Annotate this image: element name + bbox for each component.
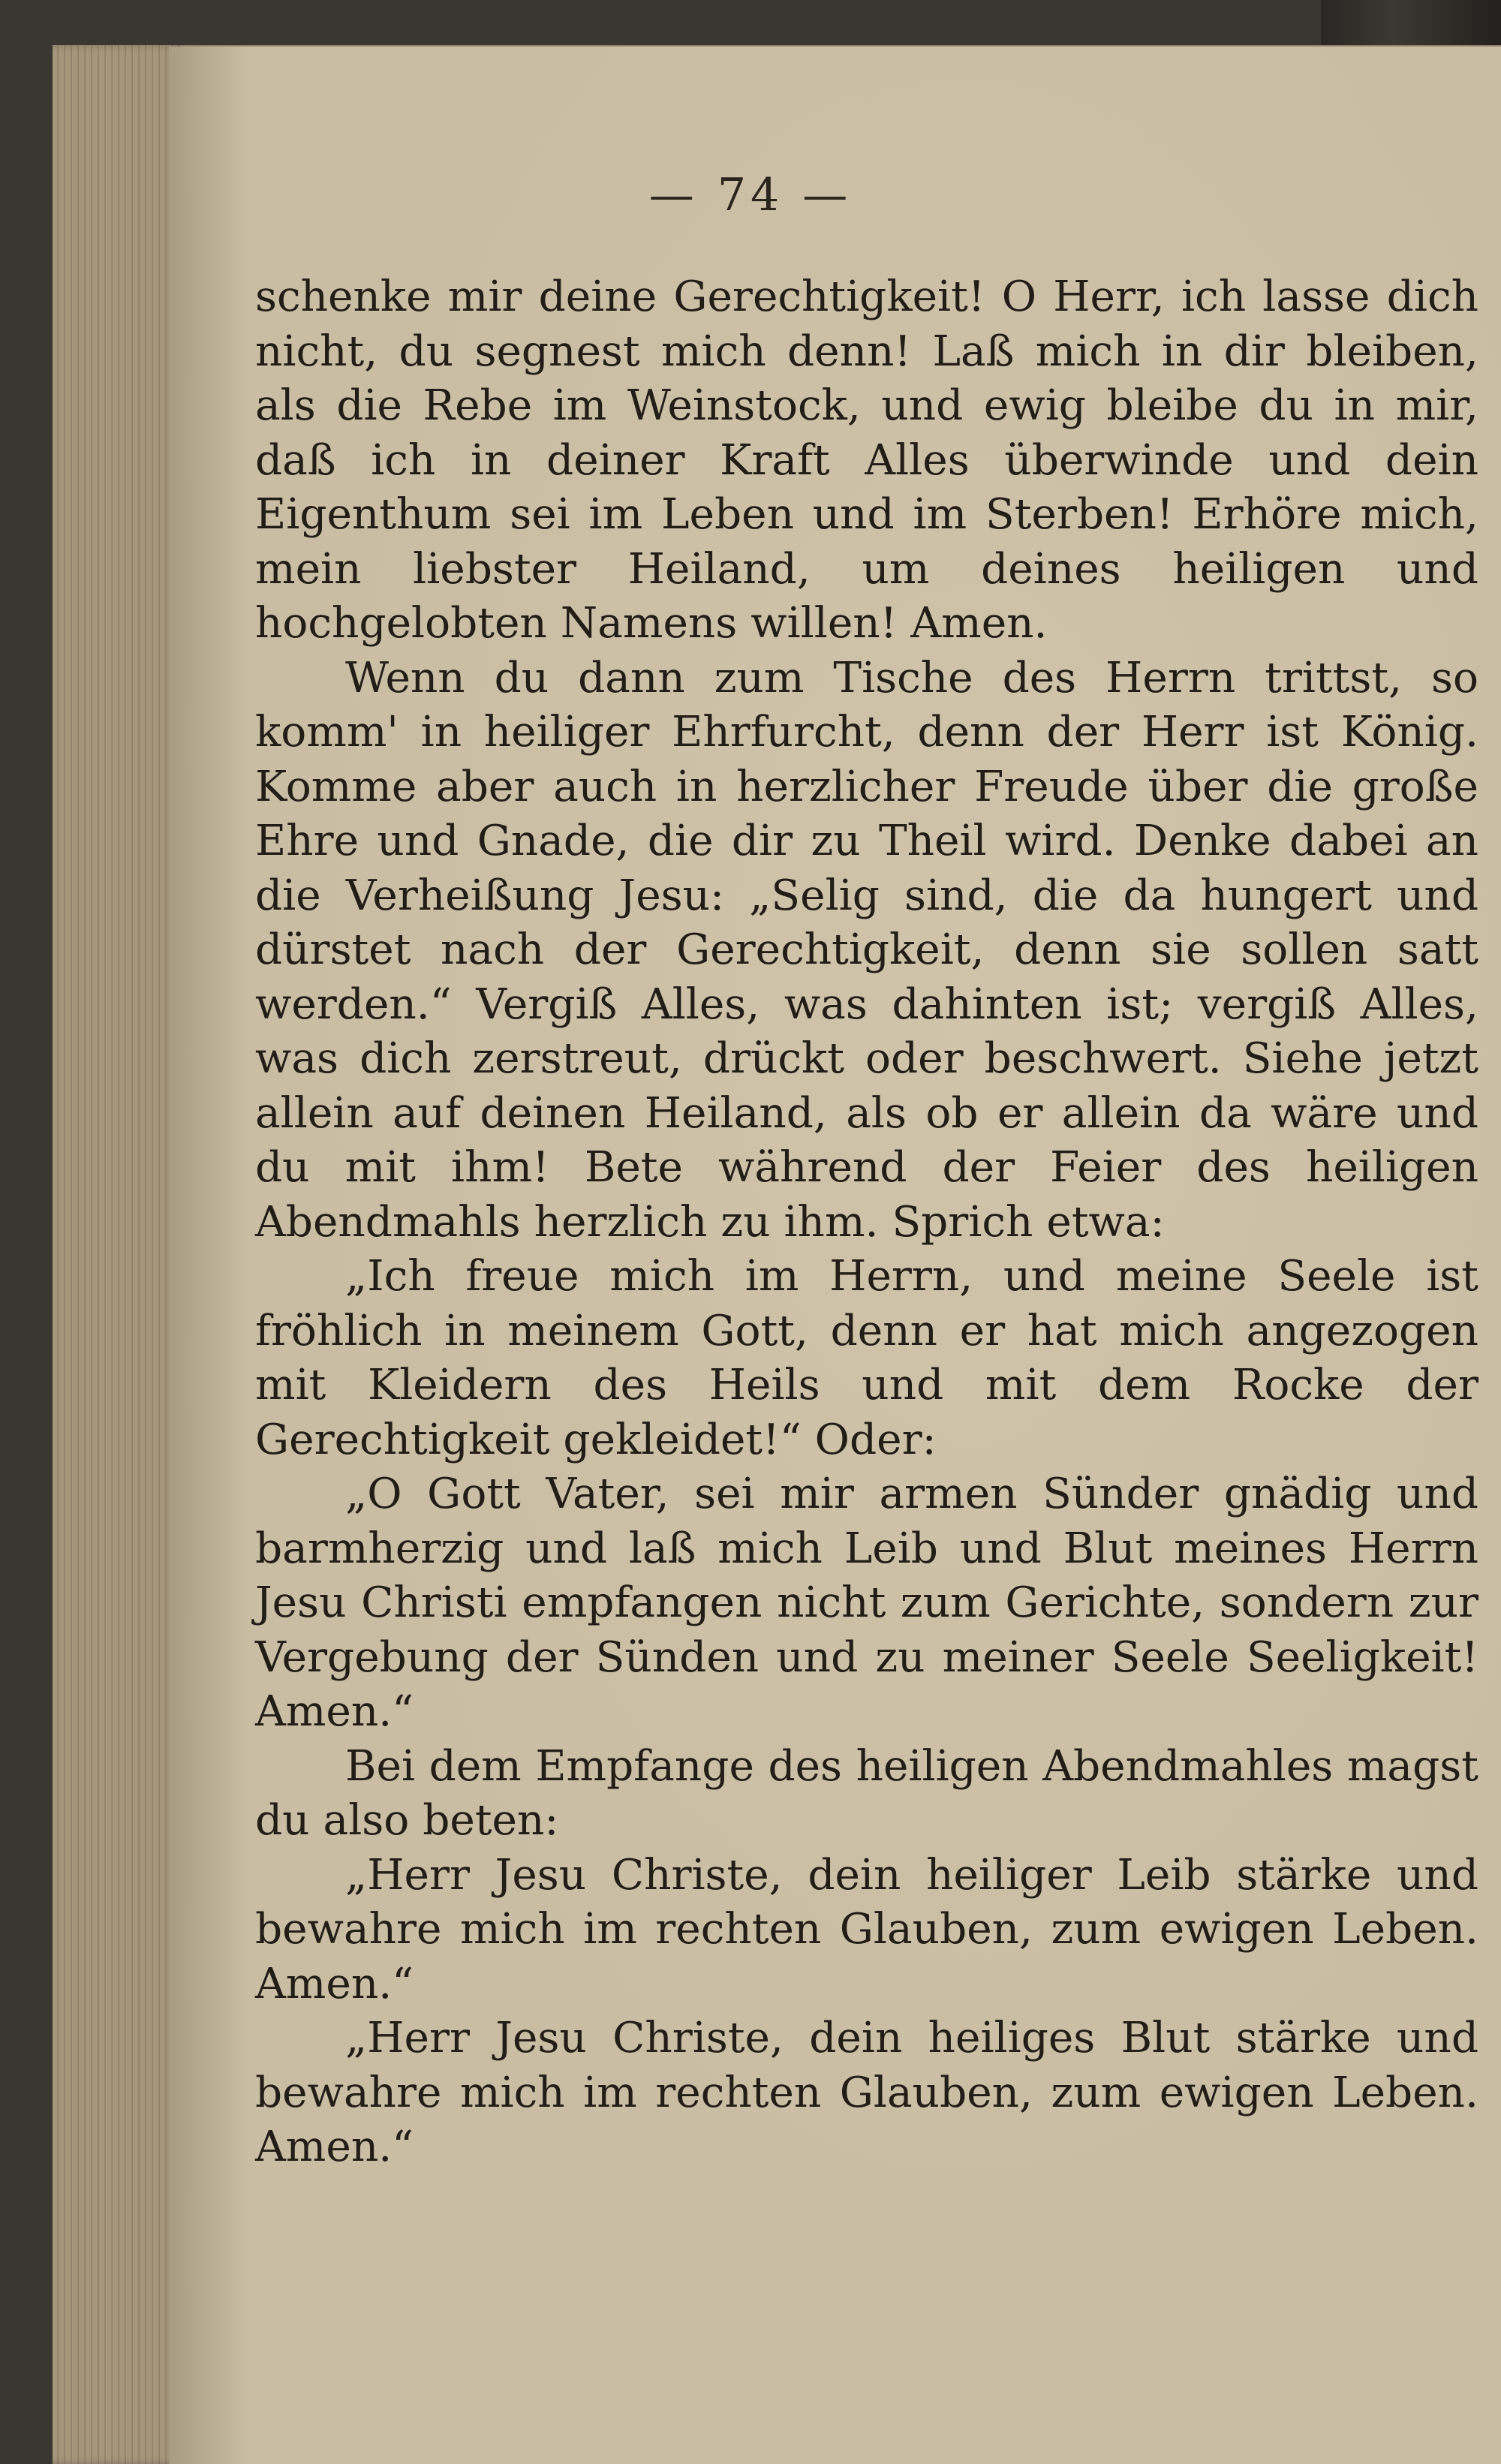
paragraph-7: „Herr Jesu Christe, dein heiliges Blut stärke und bewahre mich im rechten Glauben, zum ewigen Leben. Amen.“ [255,2014,1478,2171]
body-text [255,270,1478,2175]
paragraph-4: „O Gott Vater, sei mir armen Sünder gnädig und barmherzig und laß mich Leib und Blut meines Herrn Jesu Christi empfangen nicht zum Gerichte, sondern zur Vergebung der Sünden und zu meiner Seele Seeligkeit! Amen.“ [255,1470,1478,1736]
paragraph-3: „Ich freue mich im Herrn, und meine Seele ist fröhlich in meinem Gott, denn er hat mich angezogen mit Kleidern des Heils und mit dem Rocke der Gerechtigkeit gekleidet!“ Oder: [255,1252,1478,1464]
page-stack-edge [53,45,180,2464]
paragraph-5: Bei dem Empfange des heiligen Abendmahles magst du also beten: [255,1741,1478,1845]
paragraph-1: schenke mir deine Gerechtigkeit! O Herr, ich lasse dich nicht, du segnest mich denn! Laß mich in dir bleiben, als die Rebe im Weinstock, und ewig bleibe du in mir, daß ich in deiner Kraft Alles überwinde und dein Eigenthum sei im Leben und im Sterben! Erhöre mich, mein liebster Heiland, um deines heiligen und hochgelobten Namens willen! Amen. [255,272,1478,648]
page-number: — 74 — [648,169,853,221]
paragraph-2: Wenn du dann zum Tische des Herrn trittst, so komm' in heiliger Ehrfurcht, denn der Herr ist König. Komme aber auch in herzlicher Freude über die große Ehre und Gnade, die dir zu Theil wird. Denke dabei an die Verheißung Jesu: „Selig sind, die da hungert und dürstet nach der Gerechtigkeit, denn sie sollen satt werden.“ Vergiß Alles, was dahinten ist; vergiß Alles, was dich zerstreut, drückt oder beschwert. Siehe jetzt allein auf deinen Heiland, als ob er allein da wäre und du mit ihm! Bete während der Feier des heiligen Abendmahls herzlich zu ihm. Sprich etwa: [255,653,1478,1247]
paragraph-6: „Herr Jesu Christe, dein heiliger Leib stärke und bewahre mich im rechten Glauben, zum ewigen Leben. Amen.“ [255,1850,1478,2008]
